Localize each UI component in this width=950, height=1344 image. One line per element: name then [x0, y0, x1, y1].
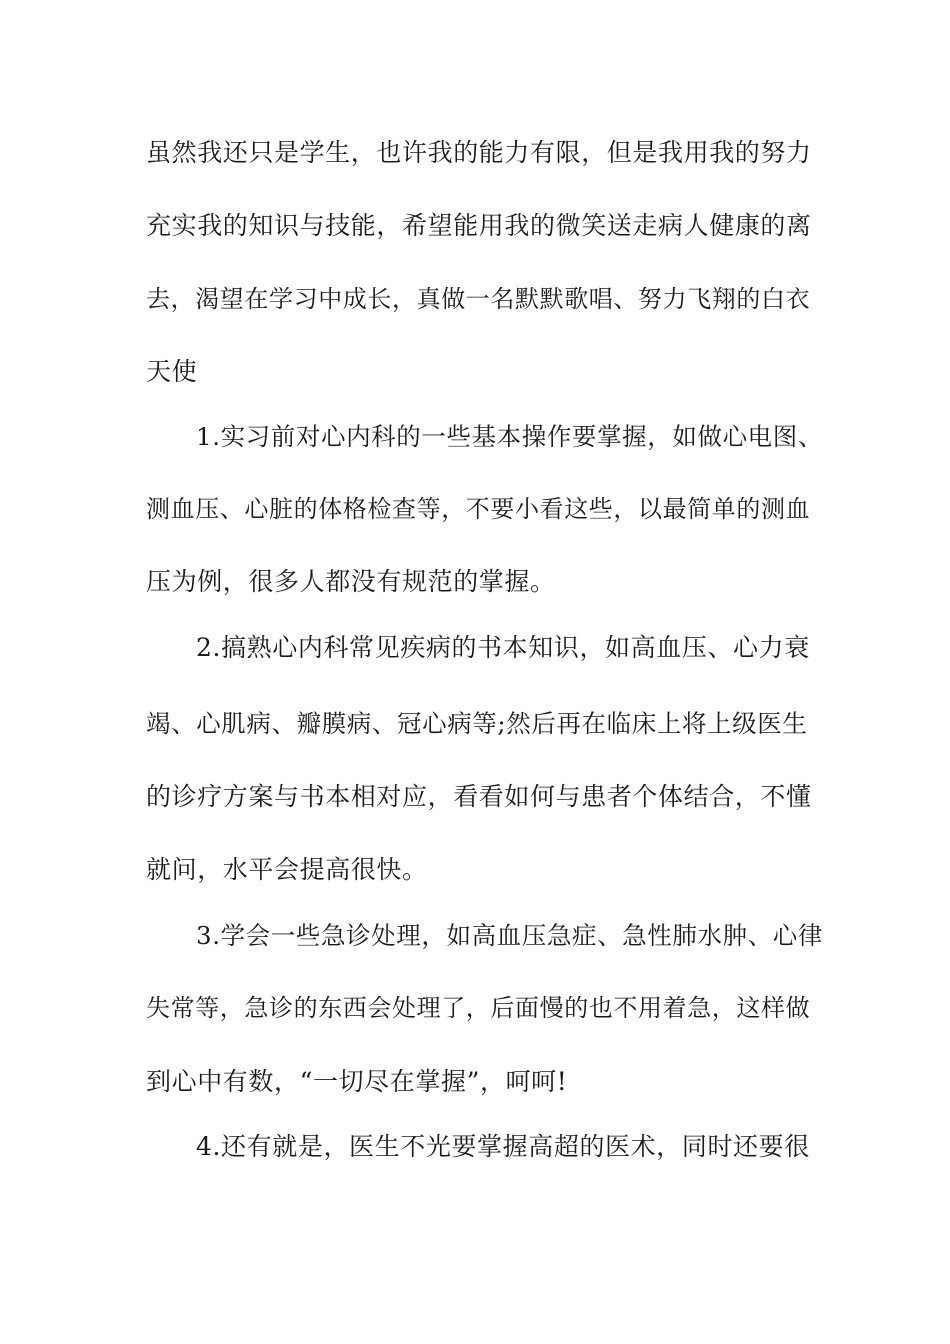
- text-line: 到心中有数，“一切尽在掌握”，呵呵!: [146, 1067, 568, 1096]
- paragraph-2-line: 2.搞熟心内科常见疾病的书本知识，如高血压、心力衰: [196, 633, 810, 662]
- paragraph-3-line: 3.学会一些急诊处理，如高血压急症、急性肺水肿、心律: [196, 921, 823, 950]
- paragraph-1-line: 1.实习前对心内科的一些基本操作要掌握，如做心电图、: [196, 422, 823, 451]
- text-line: 就问，水平会提高很快。: [146, 855, 428, 884]
- text-line: 去，渴望在学习中成长，真做一名默默歌唱、努力飞翔的白衣: [146, 285, 811, 313]
- text-line: 失常等，急诊的东西会处理了，后面慢的也不用着急，这样做: [146, 994, 811, 1022]
- text-line: 天使: [146, 357, 198, 386]
- text-line: 测血压、心脏的体格检查等，不要小看这些，以最简单的测血: [146, 495, 811, 523]
- text-line: 充实我的知识与技能，希望能用我的微笑送走病人健康的离: [146, 211, 812, 240]
- text-line: 压为例，很多人都没有规范的掌握。: [146, 567, 556, 596]
- text-line: 虽然我还只是学生，也许我的能力有限，但是我用我的努力: [146, 138, 812, 167]
- paragraph-4-line: 4.还有就是，医生不光要掌握高超的医术，同时还要很: [196, 1132, 810, 1161]
- text-line: 的诊疗方案与书本相对应，看看如何与患者个体结合，不懂: [146, 782, 812, 811]
- text-line: 竭、心肌病、瓣膜病、冠心病等;然后再在临床上将上级医生: [146, 709, 808, 738]
